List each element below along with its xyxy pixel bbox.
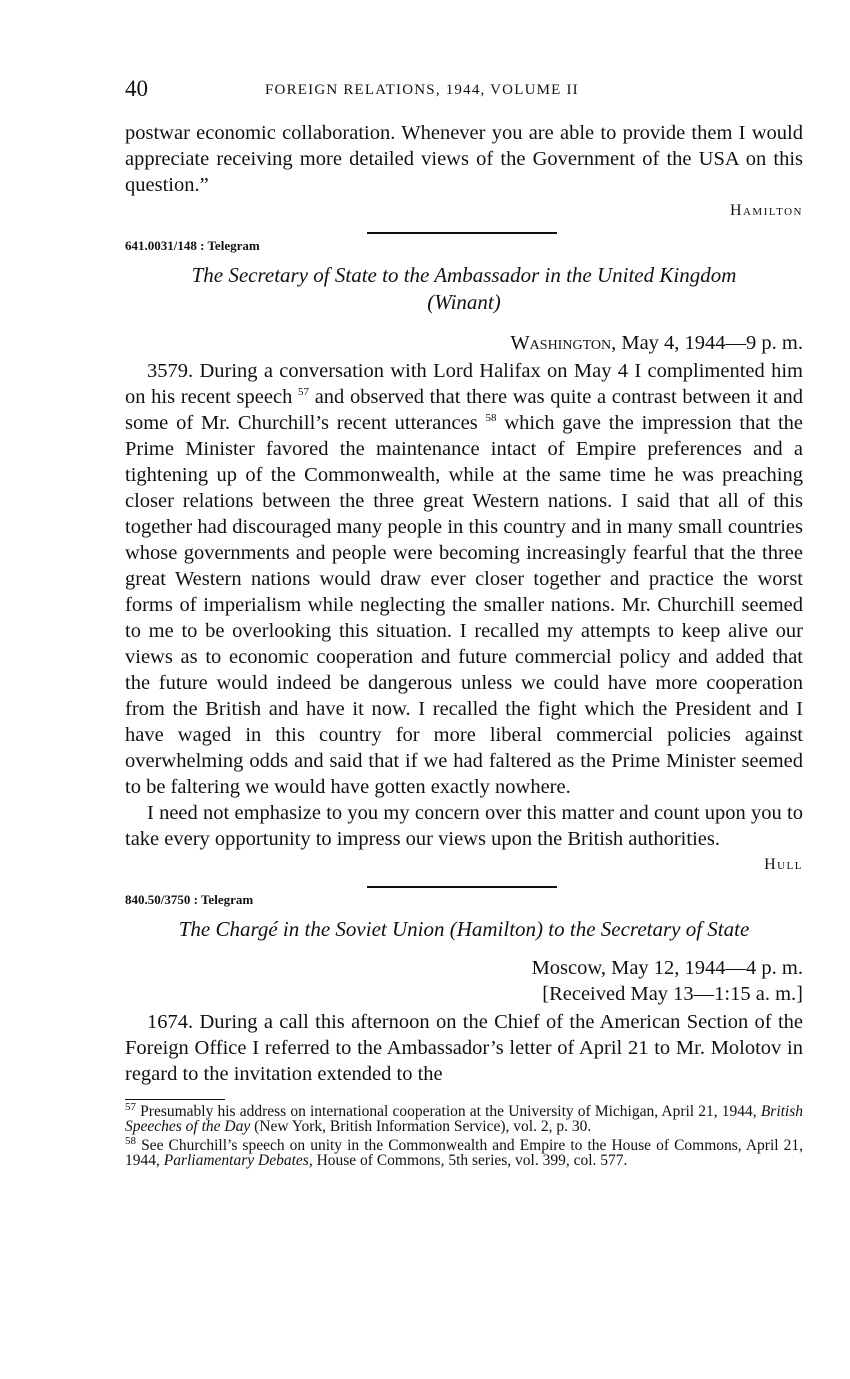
document-reference: 840.50/3750 : Telegram [125, 892, 254, 907]
signature-hamilton: Hamilton [729, 202, 803, 219]
footnote-divider [125, 1099, 225, 1100]
footnote-number: 58 [125, 1134, 136, 1147]
signature-hull: Hull [764, 856, 803, 873]
page-header [125, 72, 803, 110]
paragraph-text: 3579. During a conversation with Lord Halifax on May 4 I complimented him on his recent speech [125, 360, 803, 408]
section-divider [367, 886, 557, 888]
footnote-text: Presumably his address on international cooperation at the University of Michigan, April 21, 1944, [140, 1103, 757, 1120]
dateline-time: May 4, 1944—9 p. m. [621, 332, 803, 354]
telegram-paragraph [125, 358, 803, 800]
document-title: The Chargé in the Soviet Union (Hamilton) to the Secretary of State [178, 917, 750, 941]
document-title: The Secretary of State to the Ambassador in the United Kingdom (Winant) [191, 263, 737, 314]
footnote-text: See Churchill’s speech on unity in the Commonwealth and Empire to the House of Commons, April 21, 1944, [125, 1137, 804, 1169]
telegram-paragraph: I need not emphasize to you my concern over this matter and count upon you to take every opportunity to impress our views upon the British authorities. [125, 802, 803, 850]
paragraph-text: which gave the impression that the Prime Minister favored the maintenance intact of Empire preferences and a tightening up of the Commonwealth, while at the same time he was preaching closer relations between the three great Western nations. I said that all of this together had discouraged many people in this country and in many small countries whose governments and people were becoming increasingly fearful that the three great Western nations would draw ever closer together and practice the worst forms of imperialism while neglecting the smaller nations. Mr. Churchill seemed to me to be overlooking this situation. I recalled my attempts to keep alive our views as to economic cooperation and future commercial policy and added that the future would indeed be dangerous unless we could have more cooperation from the British and have it now. I recalled the fight which the President and I have waged in this country for more liberal commercial policies against overwhelming odds and said that if we had faltered as the Prime Minister seemed to be faltering we would have gotten exactly nowhere. [125, 412, 804, 798]
continuation-paragraph: postwar economic collaboration. Whenever you are able to provide them I would appreciate receiving more detailed views of the Government of the USA on this question.” [125, 122, 803, 196]
footnote-number: 57 [125, 1100, 136, 1113]
running-title: FOREIGN RELATIONS, 1944, VOLUME II [265, 82, 579, 98]
footnote-source-title: British Speeches of the Day [125, 1103, 804, 1135]
page-number: 40 [125, 76, 148, 101]
paragraph-text: and observed that there was quite a contrast between it and some of Mr. Churchill’s recent utterances [125, 386, 803, 434]
footnote-mark: 57 [298, 386, 310, 399]
footnote-source-title: Parliamentary Debates, [163, 1152, 313, 1169]
dateline [125, 330, 803, 356]
telegram-paragraph: 1674. During a call this afternoon on the Chief of the American Section of the Foreign Office I referred to the Ambassador’s letter of April 21 to Mr. Molotov in regard to the invitation extended to the [125, 1011, 803, 1085]
received-line: [Received May 13—1:15 a. m.] [542, 983, 803, 1005]
footnote-mark: 58 [485, 412, 497, 425]
footnote-text: House of Commons, 5th series, vol. 399, col. 577. [316, 1152, 628, 1169]
footnote-58 [125, 1134, 804, 1169]
section-divider [367, 232, 557, 234]
document-page [125, 72, 803, 1168]
footnote-text: (New York, British Information Service), vol. 2, p. 30. [254, 1118, 592, 1135]
footnote-57 [125, 1100, 804, 1135]
document-reference: 641.0031/148 : Telegram [125, 238, 260, 253]
dateline-place: Washington, [510, 332, 617, 354]
dateline: Moscow, May 12, 1944—4 p. m. [531, 957, 803, 979]
